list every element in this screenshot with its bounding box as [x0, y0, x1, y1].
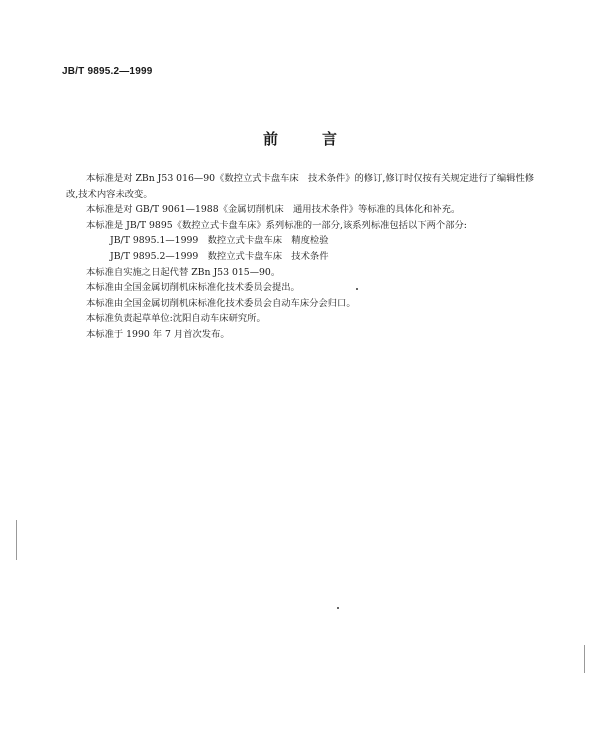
title-char-1: 前 [262, 130, 278, 148]
paragraph-supplement: 本标准是对 GB/T 9061—1988《金属切削机床 通用技术条件》等标准的具体化和补充。 [86, 204, 461, 216]
series-part-1: JB/T 9895.1—1999 数控立式卡盘车床 精度检验 [110, 235, 329, 247]
title-char-2: 言 [322, 130, 338, 148]
scan-speck [356, 288, 358, 290]
paragraph-first-issue: 本标准于 1990 年 7 月首次发布。 [86, 328, 230, 340]
paragraph-revision: 本标准是对 ZBn J53 016—90《数控立式卡盘车床 技术条件》的修订,修订时仅按有关规定进行了编辑性修改,技术内容未改变。 [66, 173, 535, 200]
scan-edge-line [584, 645, 585, 673]
paragraph-series: 本标准是 JB/T 9895《数控立式卡盘车床》系列标准的一部分,该系列标准包括以下两个部分: [86, 219, 467, 231]
paragraph-drafting-unit: 本标准负责起草单位:沈阳自动车床研究所。 [86, 313, 266, 325]
scan-edge-line [16, 520, 17, 560]
paragraph-centralized-by: 本标准由全国金属切削机床标准化技术委员会自动车床分会归口。 [86, 297, 356, 309]
paragraph-proposed-by: 本标准由全国金属切削机床标准化技术委员会提出。 [86, 282, 300, 294]
foreword-body [66, 171, 546, 343]
series-part-2: JB/T 9895.2—1999 数控立式卡盘车床 技术条件 [110, 250, 329, 262]
standard-code: JB/T 9895.2—1999 [62, 66, 153, 77]
scan-speck [337, 607, 339, 609]
paragraph-replaces: 本标准自实施之日起代替 ZBn J53 015—90。 [86, 266, 281, 278]
page-title [0, 128, 600, 149]
